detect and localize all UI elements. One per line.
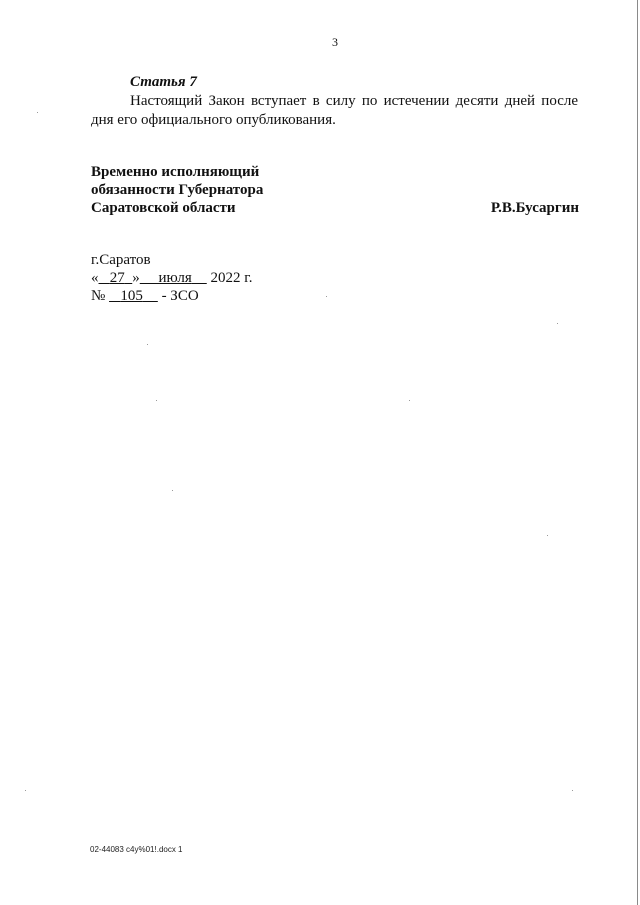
scan-speck [409,400,410,401]
date-close-quote: » [132,270,140,286]
file-footer: 02-44083 c4y%01!.docx 1 [90,845,183,854]
date-open-quote: « [91,270,99,286]
number-sign: № [91,288,106,304]
law-number-line [91,288,199,305]
scan-speck [172,490,173,491]
signatory-name: Р.В.Бусаргин [490,200,579,216]
page-edge-line [637,0,638,905]
scan-speck [147,344,148,345]
scan-speck [37,112,38,113]
scan-speck [156,400,157,401]
scan-speck [547,535,548,536]
signatory-title-line-1: Временно исполняющий [91,164,260,180]
page-number: 3 [332,35,338,49]
law-number: 105 [120,288,143,304]
scan-speck [557,323,558,324]
date-day: 27 [109,270,125,286]
signatory-title-line-3: Саратовской области [91,200,236,216]
scan-speck [25,790,26,791]
article-text-line-1: Настоящий Закон вступает в силу по истечении десяти дней после [130,93,578,109]
date-year: 2022 г. [210,270,253,286]
scan-speck [326,296,327,297]
signatory-title-line-2: обязанности Губернатора [91,182,264,198]
date-month: июля [158,270,192,286]
article-text-line-2: дня его официального опубликования. [91,112,336,128]
date-line [91,270,252,287]
scan-speck [572,790,573,791]
article-title: Статья 7 [130,74,197,90]
place-of-signing: г.Саратов [91,252,151,268]
law-number-suffix: - ЗСО [161,288,199,304]
